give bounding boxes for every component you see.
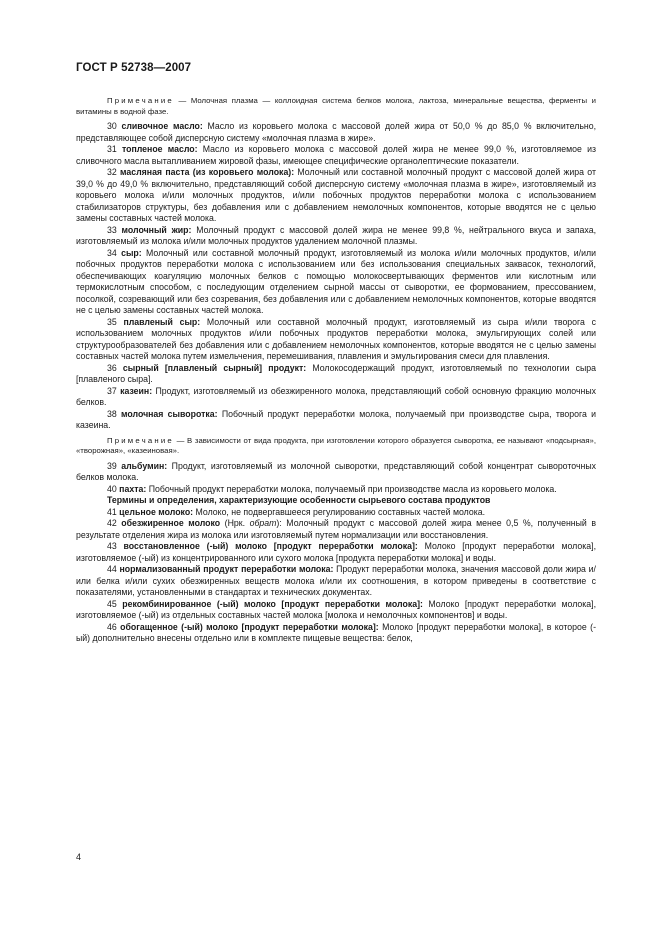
entry-term: масляная паста (из коровьего молока): — [120, 167, 295, 177]
entry-definition: Молочный или составной молочный продукт, изготовляемый из сыра и/или творога с использованием молочных продуктов и/или побочных продуктов переработки молока, эмульгирующих солей или структурообразователей без добавления или с добавлением немолочных компонентов, которые вводятся не с целью замены составных частей молока путем измельчения, перемешивания, плавления и эмульгирования смеси для плавления. — [76, 316, 596, 361]
entry-34 — [76, 248, 596, 317]
note-text: — Молочная плазма — коллоидная система белков молока, лактоза, минеральные вещества, ферменты и витамины в водной фазе. — [76, 96, 596, 116]
entry-number: 37 — [107, 385, 117, 396]
note-lead: Примечание — [107, 96, 174, 105]
entry-definition: Молоко [продукт переработки молока], изготовляемое (-ый) из концентрированного или сухого молока [продукта переработки молока] и воды. — [76, 541, 597, 563]
entry-number: 35 — [107, 316, 117, 327]
entry-term: пахта: — [119, 483, 147, 494]
entry-number: 38 — [107, 408, 117, 419]
page-number: 4 — [76, 852, 82, 862]
entry-42 — [76, 518, 596, 541]
entry-term: рекомбинированное (-ый) молоко [продукт переработки молока]: — [122, 598, 423, 609]
entry-39 — [76, 461, 596, 484]
entry-number: 40 — [107, 483, 117, 494]
entries-list — [76, 507, 596, 519]
entry-definition: Молоко, не подвергавшееся регулированию составных частей молока. — [193, 506, 486, 517]
entry-definition: Масло из коровьего молока с массовой долей жира не менее 99,0 %, изготовляемое из сливочного масла вытапливанием жировой фазы, имеющее специфические органолептические показатели. — [76, 144, 596, 166]
entry-46 — [76, 622, 596, 645]
entry-term: топленое масло: — [121, 144, 198, 154]
entry-abbr-prefix: (Нрк. — [220, 518, 250, 528]
document-body — [76, 92, 596, 645]
entry-number: 30 — [107, 121, 117, 131]
entry-36 — [76, 363, 596, 386]
document-header: ГОСТ Р 52738—2007 — [76, 62, 192, 74]
entry-definition: Продукт переработки молока, значения массовой доли жира и/или белка и/или сухих обезжиренных веществ молока и/или их соотношения, в котором приведены в соответствие с показателями, установленными в стандартах и технических документах. — [76, 564, 596, 597]
entry-number: 44 — [107, 564, 117, 574]
entry-definition: Молочный продукт с массовой долей жира не менее 99,8 %, нейтрального вкуса и запаха, изготовляемый из молока и/или молочных продуктов удалением молочной плазмы. — [76, 224, 597, 246]
entry-30 — [76, 121, 596, 144]
note-text: — В зависимости от вида продукта, при изготовлении которого образуется сыворотка, ее называют «подсырная», «творожная», «казеиновая». — [76, 435, 596, 455]
entry-40 — [76, 484, 596, 496]
entry-number: 33 — [107, 224, 117, 235]
note-lead: Примечание — [107, 435, 174, 445]
entry-term: альбумин: — [121, 460, 168, 471]
entry-definition: Молочный продукт с массовой долей жира менее 0,5 %, полученный в результате отделения жира из молока или изготовляемый путем нормализации или восстановления. — [76, 518, 596, 540]
entry-term: восстановленное (-ый) молоко [продукт переработки молока]: — [123, 541, 418, 551]
entry-definition: Молочный или составной молочный продукт, изготовляемый из молока и/или молочных продуктов, и/или побочных продуктов переработки молока с использованием или без использования специальных заквасок, технологий, обеспечивающих коагуляцию молочных белков с помощью молокосвертывающих ферментов или кислотным или термокислотным способом, с последующим отделением сырной массы от сыворотки, ее формованием, прессованием, посолкой, созревающий или без созревания, без добавления или с добавлением немолочных компонентов, которые вводятся не с целью замены составных частей молока. — [76, 247, 596, 315]
entry-definition: Молоко [продукт переработки молока], в которое (-ый) дополнительно внесены отдельно или в комплекте пищевые вещества: белок, — [76, 621, 596, 643]
entry-32 — [76, 167, 596, 225]
entry-abbr-suffix: ): — [276, 518, 282, 528]
entry-number: 41 — [107, 506, 117, 517]
entry-definition: Продукт, изготовляемый из обезжиренного молока, представляющий собой основную фракцию молочных белков. — [76, 385, 596, 407]
entry-term: обезжиренное молоко — [121, 518, 221, 528]
entry-definition: Молочный или составной молочный продукт с массовой долей жира от 39,0 % до 49,0 % включительно, представляющий собой дисперсную систему «молочная плазма в жире», изготовляемый из коровьего молока и/или молочных продуктов, и/или побочных продуктов переработки молока с использованием стабилизаторов структуры, без добавления или с добавлением немолочных компонентов, которые вводятся не с целью замены составных частей молока. — [76, 167, 596, 223]
entry-37 — [76, 386, 596, 409]
entry-definition: Побочный продукт переработки молока, получаемый при производстве сыра, творога и казеина. — [76, 408, 597, 430]
entries-list — [76, 121, 596, 432]
entry-number: 45 — [107, 598, 117, 609]
entry-number: 42 — [107, 518, 117, 528]
entry-term: сливочное масло: — [121, 121, 203, 131]
entries-list — [76, 541, 596, 645]
entry-number: 31 — [107, 144, 117, 154]
entry-35 — [76, 317, 596, 363]
entry-44 — [76, 564, 596, 599]
entry-45 — [76, 599, 596, 622]
entry-number: 46 — [107, 621, 117, 632]
entry-term: молочный жир: — [121, 224, 192, 235]
note-whey — [76, 436, 596, 457]
entry-term: сыр: — [121, 247, 142, 258]
entry-deprecated-term: обрат — [249, 518, 277, 528]
entry-31 — [76, 144, 596, 167]
entry-definition: Масло из коровьего молока с массовой долей жира от 50,0 % до 85,0 % включительно, представляющее собой дисперсную систему «молочная плазма в жире». — [76, 121, 597, 143]
entry-term: нормализованный продукт переработки молока: — [119, 564, 334, 574]
entry-term: казеин: — [120, 385, 153, 396]
entry-number: 32 — [107, 167, 117, 177]
section-title: Термины и определения, характеризующие особенности сырьевого состава продуктов — [107, 495, 491, 505]
entry-number: 36 — [107, 362, 117, 373]
entry-term: сырный [плавленый сырный] продукт: — [122, 362, 307, 373]
note-plasma — [76, 96, 596, 117]
entry-definition: Молокосодержащий продукт, изготовляемый по технологии сыра [плавленого сыра]. — [76, 362, 597, 384]
entry-41 — [76, 507, 596, 519]
entry-38 — [76, 409, 596, 432]
entries-list — [76, 461, 596, 496]
entry-term: цельное молоко: — [119, 506, 194, 517]
entry-term: молочная сыворотка: — [121, 408, 218, 419]
entry-definition: Побочный продукт переработки молока, получаемый при производстве масла из коровьего молока. — [146, 483, 557, 494]
entry-term: обогащенное (-ый) молоко [продукт переработки молока]: — [120, 621, 379, 632]
entry-number: 43 — [107, 541, 117, 551]
entry-definition: Продукт, изготовляемый из молочной сыворотки, представляющий собой концентрат сывороточных белков молока. — [76, 460, 596, 482]
entry-43 — [76, 541, 596, 564]
entry-number: 39 — [107, 460, 117, 471]
entry-33 — [76, 225, 596, 248]
entry-term: плавленый сыр: — [123, 316, 201, 327]
entry-number: 34 — [107, 247, 117, 258]
entry-definition: Молоко [продукт переработки молока], изготовляемое (-ый) из отдельных составных частей молока [молока и немолочных компонентов] и воды. — [76, 598, 597, 620]
